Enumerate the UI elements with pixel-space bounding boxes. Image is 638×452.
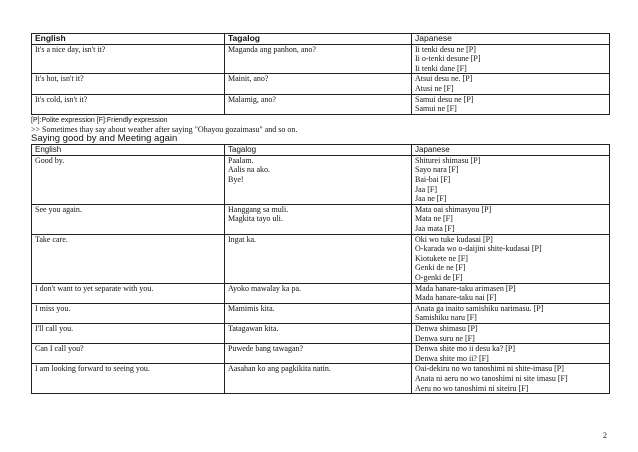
japanese-cell — [412, 94, 610, 114]
column-header-japanese: Japanese — [412, 145, 610, 156]
japanese-text: Samishiku naru [F] — [415, 313, 477, 323]
english-text: Take care. — [35, 234, 68, 244]
english-cell — [32, 364, 225, 394]
tagalog-text: Mainit, ano? — [228, 74, 269, 84]
table-row — [32, 94, 610, 114]
japanese-text: Denwa shite mo ii? [F] — [415, 353, 489, 363]
japanese-cell — [412, 364, 610, 394]
page-number: 2 — [603, 431, 607, 440]
japanese-text: Atsui desu ne. [P] — [415, 74, 473, 84]
tagalog-text: Maganda ang panhon, ano? — [228, 44, 316, 54]
tagalog-cell — [225, 155, 412, 204]
english-cell — [32, 303, 225, 323]
weather-phrases-table — [31, 33, 610, 115]
japanese-text: Ii tenki desu ne [P] — [415, 44, 476, 54]
tagalog-text: Tatagawan kita. — [228, 323, 279, 333]
japanese-text: Anata ga inaito samishiku narimasu. [P] — [415, 303, 544, 313]
japanese-text: Mada hanare-taku nai [F] — [415, 293, 497, 303]
japanese-text: Samui ne [F] — [415, 104, 457, 114]
japanese-text: Samui desu ne [P] — [415, 94, 474, 104]
english-text: It's a nice day, isn't it? — [35, 44, 106, 54]
english-text: Can I call you? — [35, 344, 84, 354]
japanese-text: O-karada wo o-daijini shite-kudasai [P] — [415, 244, 542, 254]
table-row — [32, 303, 610, 323]
english-cell — [32, 344, 225, 364]
tagalog-text: Ingat ka. — [228, 234, 256, 244]
japanese-text: Kiotukete ne [F] — [415, 253, 468, 263]
tagalog-cell — [225, 94, 412, 114]
table-row — [32, 44, 610, 74]
japanese-cell — [412, 323, 610, 343]
english-cell — [32, 204, 225, 234]
english-cell — [32, 234, 225, 283]
column-header-tagalog: Tagalog — [225, 34, 412, 45]
japanese-text: Oai-dekiru no wo tanoshimi ni shite-imasu [P] — [415, 364, 564, 374]
tagalog-cell — [225, 44, 412, 74]
japanese-text: Denwa shimasu [P] — [415, 323, 478, 333]
english-text: See you again. — [35, 204, 82, 214]
goodbye-phrases-table — [31, 144, 610, 394]
japanese-text: Jaa mata [F] — [415, 224, 455, 233]
table-row — [32, 364, 610, 394]
tagalog-text: Hanggang sa muli. — [228, 204, 289, 214]
japanese-text: Denwa shite mo ii desu ka? [P] — [415, 344, 515, 354]
tagalog-text: Mamimis kita. — [228, 303, 275, 313]
japanese-cell — [412, 234, 610, 283]
tagalog-text: Magkita tayo uli. — [228, 214, 283, 224]
japanese-text: Bai-bai [F] — [415, 175, 451, 185]
table-row — [32, 234, 610, 283]
japanese-text: Oki wo tuke kudasai [P] — [415, 234, 493, 244]
tagalog-cell — [225, 283, 412, 303]
english-text: Good by. — [35, 155, 65, 165]
tagalog-text: Aalis na ako. — [228, 165, 270, 175]
tagalog-text: Aasahan ko ang pagkikita natin. — [228, 364, 331, 374]
column-header-english: English — [32, 145, 225, 156]
tagalog-text: Bye! — [228, 175, 244, 185]
tagalog-text: Paalam. — [228, 155, 254, 165]
tagalog-cell — [225, 303, 412, 323]
japanese-text: Jaa [F] — [415, 184, 437, 194]
japanese-text: O-genki de [F] — [415, 272, 463, 282]
tagalog-cell — [225, 364, 412, 394]
tagalog-text: Malamig, ano? — [228, 94, 276, 104]
tagalog-cell — [225, 234, 412, 283]
japanese-cell — [412, 44, 610, 74]
table-row — [32, 204, 610, 234]
table-row — [32, 344, 610, 364]
japanese-cell — [412, 155, 610, 204]
japanese-cell — [412, 283, 610, 303]
japanese-text: Ii o-tenki desune [P] — [415, 54, 481, 64]
document-page — [31, 33, 609, 394]
english-cell — [32, 94, 225, 114]
english-text: It's hot, isn't it? — [35, 74, 84, 84]
table-header-row — [32, 34, 610, 45]
english-cell — [32, 323, 225, 343]
column-header-japanese: Japanese — [412, 34, 610, 45]
japanese-text: Jaa ne [F] — [415, 194, 447, 204]
english-text: It's cold, isn't it? — [35, 94, 88, 104]
tagalog-text: Puwede bang tawagan? — [228, 344, 304, 354]
table-row — [32, 155, 610, 204]
english-cell — [32, 283, 225, 303]
japanese-cell — [412, 344, 610, 364]
english-text: I don't want to yet separate with you. — [35, 283, 154, 293]
tagalog-cell — [225, 74, 412, 94]
tagalog-cell — [225, 204, 412, 234]
english-cell — [32, 155, 225, 204]
tagalog-cell — [225, 323, 412, 343]
japanese-text: Mata oai shimasyou [P] — [415, 204, 492, 214]
english-text: I'll call you. — [35, 323, 74, 333]
weather-remark: >> Sometimes thay say about weather after saying "Ohayou gozaimasu" and so on. — [31, 124, 298, 134]
japanese-cell — [412, 74, 610, 94]
japanese-cell — [412, 204, 610, 234]
japanese-text: Anata ni aeru no wo tanoshimi ni site imasu [F] — [415, 373, 568, 383]
legend-note: [P]:Polite expression [F]:Friendly expression — [31, 116, 168, 124]
table-row — [32, 323, 610, 343]
japanese-text: Sayo nara [F] — [415, 165, 459, 175]
japanese-text: Genki de ne [F] — [415, 263, 466, 273]
table-header-row — [32, 145, 610, 156]
english-text: I miss you. — [35, 303, 71, 313]
japanese-text: Aeru no wo tanoshimi ni siteiru [F] — [415, 383, 529, 393]
english-cell — [32, 44, 225, 74]
column-header-tagalog: Tagalog — [225, 145, 412, 156]
table-row — [32, 74, 610, 94]
japanese-text: Mata ne [F] — [415, 214, 453, 224]
table-row — [32, 283, 610, 303]
japanese-text: Shiturei shimasu [P] — [415, 155, 481, 165]
japanese-text: Atusi ne [F] — [415, 83, 454, 93]
japanese-text: Ii tenki dane [F] — [415, 63, 467, 73]
section-title: Saying good by and Meeting again — [31, 133, 178, 145]
english-text: I am looking forward to seeing you. — [35, 364, 150, 374]
japanese-text: Mada hanare-taku arimasen [P] — [415, 283, 516, 293]
tagalog-cell — [225, 344, 412, 364]
japanese-text: Denwa suru ne [F] — [415, 333, 475, 343]
english-cell — [32, 74, 225, 94]
japanese-cell — [412, 303, 610, 323]
column-header-english: English — [32, 34, 225, 45]
tagalog-text: Ayoko mawalay ka pa. — [228, 283, 302, 293]
